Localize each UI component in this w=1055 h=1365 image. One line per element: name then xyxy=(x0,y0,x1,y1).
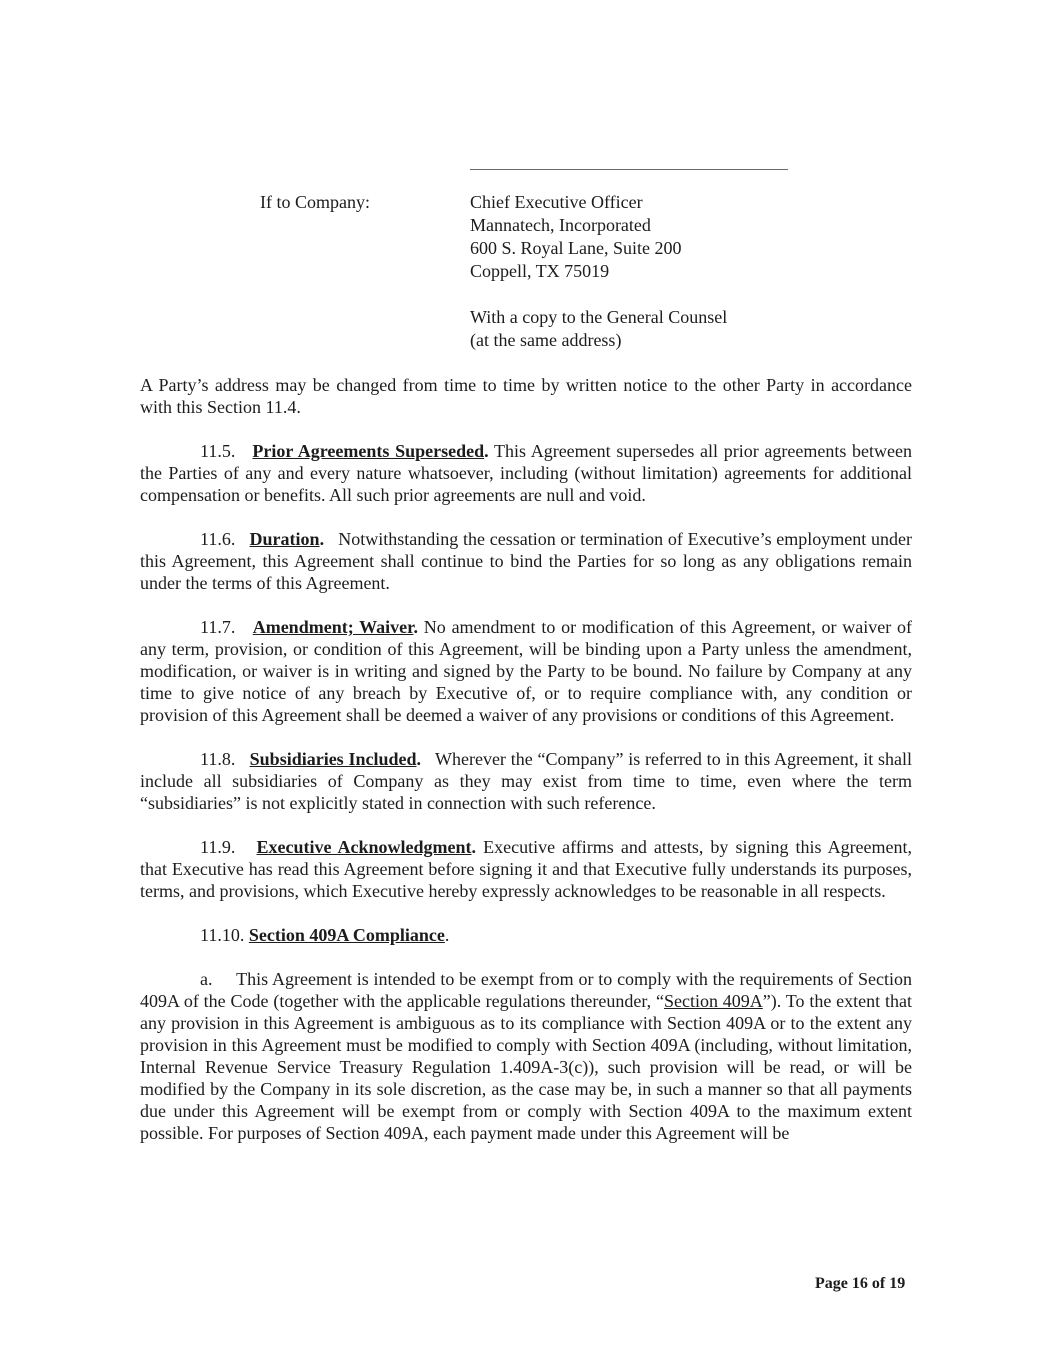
subsection-a xyxy=(140,968,912,1144)
address-line: Coppell, TX 75019 xyxy=(470,261,610,281)
copy-line: With a copy to the General Counsel xyxy=(470,307,728,327)
section-text: Wherever the “Company” is referred to in this Agreement, it shall include all subsidiaries of Company as they may exist from time to time, even where the term “subsidiaries” is not explicitly stated in connection with such reference. xyxy=(140,749,913,813)
section-heading: Amendment; Waiver xyxy=(252,617,414,637)
section-text: Notwithstanding the cessation or termination of Executive’s employment under this Agreement, this Agreement shall continue to bind the Parties for so long as any obligations remain under the terms of this Agreement. xyxy=(140,529,913,593)
address-change-paragraph: A Party’s address may be changed from time to time by written notice to the other Party in accordance with this Section 11.4. xyxy=(140,375,912,417)
section-text: Executive affirms and attests, by signing this Agreement, that Executive has read this Agreement before signing it and that Executive fully understands its purposes, terms, and provisions, which Executive hereby expressly acknowledges to be reasonable in all respects. xyxy=(140,837,913,901)
address-line: Mannatech, Incorporated xyxy=(470,215,651,235)
section-11-5: 11.5. Prior Agreements Superseded. This Agreement supersedes all prior agreements between the Parties of any and every nature whatsoever, including (without limitation) agreements for additional compensation or benefits. All such prior agreements are null and void. xyxy=(140,441,913,505)
section-number: 11.7. xyxy=(200,617,236,637)
notice-address xyxy=(470,191,727,352)
copy-line: (at the same address) xyxy=(470,330,622,350)
section-11-7: 11.7. Amendment; Waiver. No amendment to or modification of this Agreement, or waiver of any term, provision, or condition of this Agreement, will be binding upon a Party unless the amendment, modification, or waiver is in writing and signed by the Party to be bound. No failure by Company at any time to give notice of any breach by Executive of, or to require compliance with, any condition or provision of this Agreement shall be deemed a waiver of any provisions or conditions of this Agreement. xyxy=(140,617,913,725)
subsection-text: ”). To the extent that any provision in this Agreement is ambiguous as to its compliance with Section 409A or to the extent any provision in this Agreement must be modified to comply with Section 409A (including, without limitation, Internal Revenue Service Treasury Regulation 1.409A-3(c)), such provision will be read, or will be modified by the Company in its sole discretion, as the case may be, in such a manner so that all payments due under this Agreement will be exempt from or comply with Section 409A to the maximum extent possible. For purposes of Section 409A, each payment made under this Agreement will be xyxy=(140,991,912,1143)
section-11-8: 11.8. Subsidiaries Included. Wherever the “Company” is referred to in this Agreement, it shall include all subsidiaries of Company as they may exist from time to time, even where the term “subsidiaries” is not explicitly stated in connection with such reference. xyxy=(140,749,913,813)
section-heading: Executive Acknowledgment xyxy=(256,837,472,857)
section-heading: Prior Agreements Superseded xyxy=(252,441,485,461)
section-11-10: 11.10. Section 409A Compliance. xyxy=(200,925,450,945)
subsection-label: a. xyxy=(200,969,213,989)
signature-line xyxy=(470,169,788,170)
defined-term: Section 409A xyxy=(663,991,763,1011)
page-number: Page 16 of 19 xyxy=(815,1275,906,1292)
section-heading: Duration xyxy=(249,529,320,549)
section-text: No amendment to or modification of this Agreement, or waiver of any term, provision, or condition of this Agreement, will be binding upon a Party unless the amendment, modification, or waiver is in writing and signed by the Party to be bound. No failure by Company at any time to give notice of any breach by Executive of, or to require compliance with, any condition or provision of this Agreement shall be deemed a waiver of any provisions or conditions of this Agreement. xyxy=(140,617,913,725)
section-number: 11.9. xyxy=(200,837,236,857)
agreement-body xyxy=(140,374,912,1166)
notice-label: If to Company: xyxy=(260,192,370,212)
address-line: Chief Executive Officer xyxy=(470,192,643,212)
section-number: 11.5. xyxy=(200,441,236,461)
section-number: 11.6. xyxy=(200,529,236,549)
address-line: 600 S. Royal Lane, Suite 200 xyxy=(470,238,682,258)
section-text: This Agreement supersedes all prior agreements between the Parties of any and every nature whatsoever, including (without limitation) agreements for additional compensation or benefits. All such prior agreements are null and void. xyxy=(140,441,913,505)
section-11-6: 11.6. Duration. Notwithstanding the cessation or termination of Executive’s employment under this Agreement, this Agreement shall continue to bind the Parties for so long as any obligations remain under the terms of this Agreement. xyxy=(140,529,913,593)
subsection-text: This Agreement is intended to be exempt from or to comply with the requirements of Section 409A of the Code (together with the applicable regulations thereunder, “ xyxy=(140,969,912,1011)
section-number: 11.8. xyxy=(200,749,236,769)
section-number: 11.10. xyxy=(200,925,245,945)
section-heading: Section 409A Compliance xyxy=(248,925,445,945)
section-heading: Subsidiaries Included xyxy=(249,749,417,769)
section-11-9: 11.9. Executive Acknowledgment. Executive affirms and attests, by signing this Agreement, that Executive has read this Agreement before signing it and that Executive fully understands its purposes, terms, and provisions, which Executive hereby expressly acknowledges to be reasonable in all respects. xyxy=(140,837,913,901)
